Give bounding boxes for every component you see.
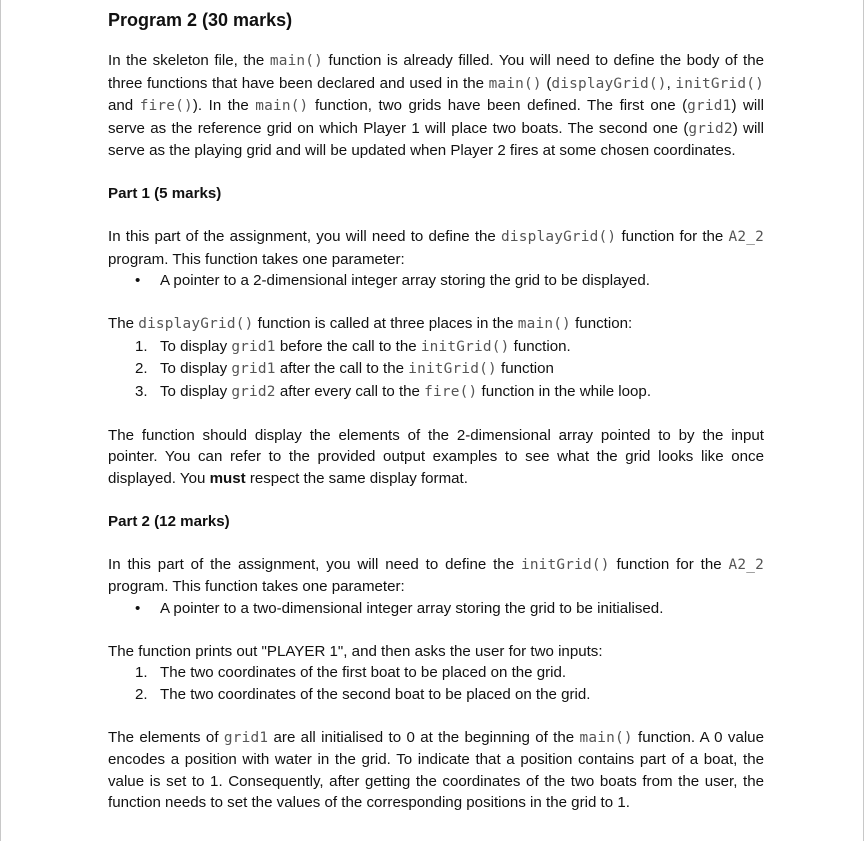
code-main: main(): [517, 316, 571, 332]
code-displaygrid: displayGrid(): [138, 316, 254, 332]
list-item: 1. To display grid1 before the call to the initGrid() function.: [135, 337, 571, 355]
list-item: 3. To display grid2 after every call to the fire() function in the while loop.: [135, 382, 652, 400]
part1-paragraph-2: The displayGrid() function is called at three places in the main() function:: [108, 315, 633, 332]
emphasis-must: must: [209, 469, 246, 487]
code-main: main(): [255, 98, 309, 114]
part1-numbered-list: [108, 336, 764, 404]
code-grid1: grid1: [223, 729, 269, 746]
document-content: [108, 8, 764, 814]
code-main: main(): [488, 75, 542, 92]
program-title: Program 2 (30 marks): [108, 10, 293, 30]
part2-paragraph-2: The function prints out "PLAYER 1", and then asks the user for two inputs:: [108, 642, 603, 660]
list-item: 2. The two coordinates of the second boat to be placed on the grid.: [135, 685, 591, 703]
code-grid1: grid1: [687, 98, 732, 114]
list-item: • A pointer to a two-dimensional integer array storing the grid to be initialised.: [108, 598, 764, 620]
code-displaygrid: displayGrid(): [551, 75, 667, 92]
part2-numbered-list: [108, 662, 764, 705]
code-fire: fire(): [139, 98, 193, 114]
bullet-icon: •: [135, 272, 141, 289]
part2-heading: Part 2 (12 marks): [108, 512, 230, 530]
code-initgrid: initGrid(): [675, 75, 764, 92]
code-grid2: grid2: [688, 120, 733, 137]
list-item: 2. To display grid1 after the call to the initGrid() function: [135, 360, 554, 377]
part2-paragraph-1: In this part of the assignment, you will need to define the initGrid() function for the A2_2 program. This function takes one parameter:: [108, 555, 764, 595]
code-main: main(): [269, 53, 324, 69]
part2-bullet-list: [108, 598, 764, 620]
code-displaygrid: displayGrid(): [501, 229, 617, 245]
code-a2-2: A2_2: [728, 229, 764, 245]
part1-paragraph-1: In this part of the assignment, you will need to define the displayGrid() function for the A2_2 program. This function takes one parameter:: [108, 228, 764, 268]
code-a2-2: A2_2: [728, 556, 764, 573]
part1-paragraph-3: The function should display the elements of the 2-dimensional array pointed to by the input pointer. You can refer to the provided output examples to see what the grid looks like once displayed. You must respect the same display format.: [108, 426, 764, 487]
code-main: main(): [579, 729, 633, 746]
intro-paragraph: In the skeleton file, the main() function is already filled. You will need to define the body of the three functions that have been declared and used in the main() (displayGrid(), initGrid() and fire()). In the main() function, two grids have been defined. The first one (grid1) will serve as the reference grid on which Player 1 will place two boats. The second one (grid2) will serve as the playing grid and will be updated when Player 2 fires at some chosen coordinates.: [108, 52, 765, 159]
code-initgrid: initGrid(): [520, 556, 610, 573]
list-item: 1. The two coordinates of the first boat to be placed on the grid.: [135, 664, 567, 681]
part2-paragraph-3: The elements of grid1 are all initialised to 0 at the beginning of the main() function. A 0 value encodes a position with water in the grid. To indicate that a position contains part of a boat, the value is set to 1. Consequently, after getting the coordinates of the two boats from the user, the function needs to set the values of the corresponding positions in the grid to 1.: [108, 728, 764, 811]
bullet-icon: •: [135, 599, 141, 617]
part1-heading: Part 1 (5 marks): [108, 185, 222, 202]
list-item: • A pointer to a 2-dimensional integer array storing the grid to be displayed.: [108, 270, 764, 292]
part1-bullet-list: [108, 270, 764, 292]
